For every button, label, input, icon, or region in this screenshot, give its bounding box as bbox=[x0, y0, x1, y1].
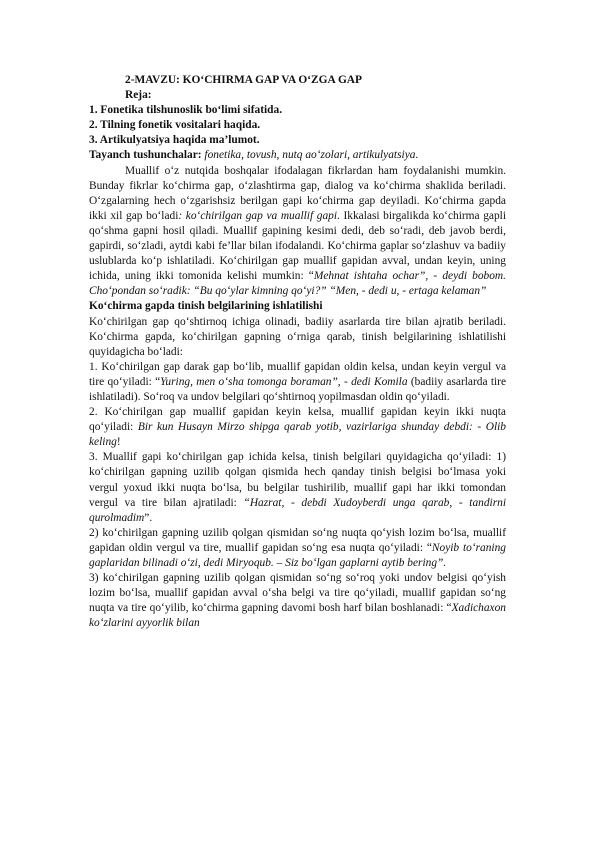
rule-paragraph-4 bbox=[89, 526, 506, 571]
rule-example: Xadichaxon ko‘zlarini ayyorlik bilan bbox=[89, 602, 506, 630]
keywords-text: fonetika, tovush, nutq ao‘zolari, artikulyatsiya. bbox=[201, 149, 419, 162]
rule-paragraph-1 bbox=[89, 360, 506, 405]
rule-example: Yuring, men o‘sha tomonga boraman”, - dedi Komila bbox=[160, 375, 408, 388]
plan-item: 2. Tilning fonetik vositalari haqida. bbox=[89, 119, 261, 132]
rule-example: Noyib to‘raning gaplaridan bilinadi o‘zi, dedi Miryoqub. – Siz bo‘lgan gaplarni aytib bering”. bbox=[89, 541, 506, 569]
intro-example: Mehnat ishtaha ochar”, - deydi bobom. Cho‘pondan so‘radik: “Bu qo‘ylar kimning qo‘yi?” “Men, - dedi u, - ertaga kelaman” bbox=[89, 270, 506, 298]
rule-text: 1. Ko‘chirilgan gap darak gap bo‘lib, muallif gapidan oldin kelsa, undan keyin vergul va tire qo‘yiladi: “ bbox=[89, 360, 506, 388]
section-intro: Ko‘chirilgan gap qo‘shtirnoq ichiga olinadi, badiiy asarlarda tire bilan ajratib beriladi. Ko‘chirma gapda, ko‘chirilgan gapning o‘rniga qarab, tinish belgilarining ishlatilishi quyidagicha bo‘ladi: bbox=[89, 315, 506, 358]
rule-text: (badiiy asarlarda tire ishlatiladi). So‘roq va undov belgilari qo‘shtirnoq yopilmasdan oldin qo‘yiladi. bbox=[89, 375, 506, 403]
intro-text-italic: : ko‘chirilgan gap va muallif gapi bbox=[178, 209, 337, 222]
rule-text: 2. Ko‘chirilgan gap muallif gapidan keyin kelsa, muallif gapidan keyin ikki nuqta qo‘yiladi: bbox=[89, 406, 506, 434]
plan-item: 3. Artikulyatsiya haqida ma’lumot. bbox=[89, 134, 260, 147]
rule-text: ”. bbox=[144, 511, 153, 524]
document-page bbox=[89, 73, 506, 631]
intro-text: Muallif o‘z nutqida boshqalar ifodalagan fikrlardan ham foydalanishi mumkin. Bunday fikrlar ko‘chirma gap, o‘zlashtirma gap, dialog va ko‘chirma shaklida beriladi. O‘zgalarning hech o‘zgarishsiz berilgan gapi ko‘chirma gap deyiladi. Ko‘chirma gapda ikki xil gap bo‘ladi bbox=[89, 164, 506, 222]
page-title: 2-MAVZU: KO‘CHIRMA GAP VA O‘ZGA GAP bbox=[125, 74, 362, 86]
keywords-line bbox=[89, 148, 506, 163]
plan-item: 1. Fonetika tilshunoslik bo‘limi sifatida. bbox=[89, 104, 283, 117]
rule-paragraph-2 bbox=[89, 405, 506, 450]
rule-example: “Hazrat, - debdi Xudoyberdi unga qarab, - tandirni qurolmadim bbox=[89, 496, 506, 524]
rule-paragraph-5 bbox=[89, 571, 506, 631]
rule-paragraph-3 bbox=[89, 450, 506, 525]
keywords-label: Tayanch tushunchalar: bbox=[89, 149, 202, 162]
rule-text: 3. Muallif gapi ko‘chirilgan gap ichida kelsa, tinish belgilari quyidagicha qo‘yiladi: 1) ko‘chirilgan gapning uzilib qolgan qismida hech qanday tinish belgisi bo‘lmasa yoki vergul yoxud ikki nuqta bo‘lsa, bu belgilar tushirilib, muallif gapi har ikki tomondan vergul va tire bilan ajratiladi: bbox=[89, 451, 506, 509]
section-heading: Ko‘chirma gapda tinish belgilarining ishlatilishi bbox=[89, 300, 323, 313]
rule-text: ! bbox=[116, 436, 121, 449]
rule-text: 3) ko‘chirilgan gapning uzilib qolgan qismidan so‘ng so‘roq yoki undov belgisi qo‘yish lozim bo‘lsa, muallif gapidan avval o‘sha belgi va tire qo‘yiladi, muallif gapidan so‘ng nuqta va tire qo‘yilib, ko‘chirma gapning davomi bosh harf bilan boshlanadi: “ bbox=[89, 572, 506, 615]
plan-heading: Reja: bbox=[125, 89, 152, 102]
intro-paragraph bbox=[89, 164, 506, 300]
rule-example: Bir kun Husayn Mirzo shipga qarab yotib, vazirlariga shunday debdi: - Olib keling bbox=[89, 421, 507, 449]
intro-text: . Ikkalasi birgalikda ko‘chirma gapli qo‘shma gapni hosil qiladi. Muallif gapining kesimi dedi, deb so‘radi, deb javob berdi, gapirdi, so‘zladi, aytdi kabi fe’llar bilan ifodalandi. Ko‘chirma gaplar so‘zlashuv va badiiy uslublarda ko‘p ishlatiladi. Ko‘chirilgan gap muallif gapidan avval, undan keyin, uning ichida, uning ikki tomonida kelishi mumkin: “ bbox=[89, 209, 506, 283]
rule-text: 2) ko‘chirilgan gapning uzilib qolgan qismidan so‘ng nuqta qo‘yish lozim bo‘lsa, muallif gapidan oldin vergul va tire, muallif gapidan so‘ng esa nuqta qo‘yiladi: “ bbox=[89, 526, 506, 554]
